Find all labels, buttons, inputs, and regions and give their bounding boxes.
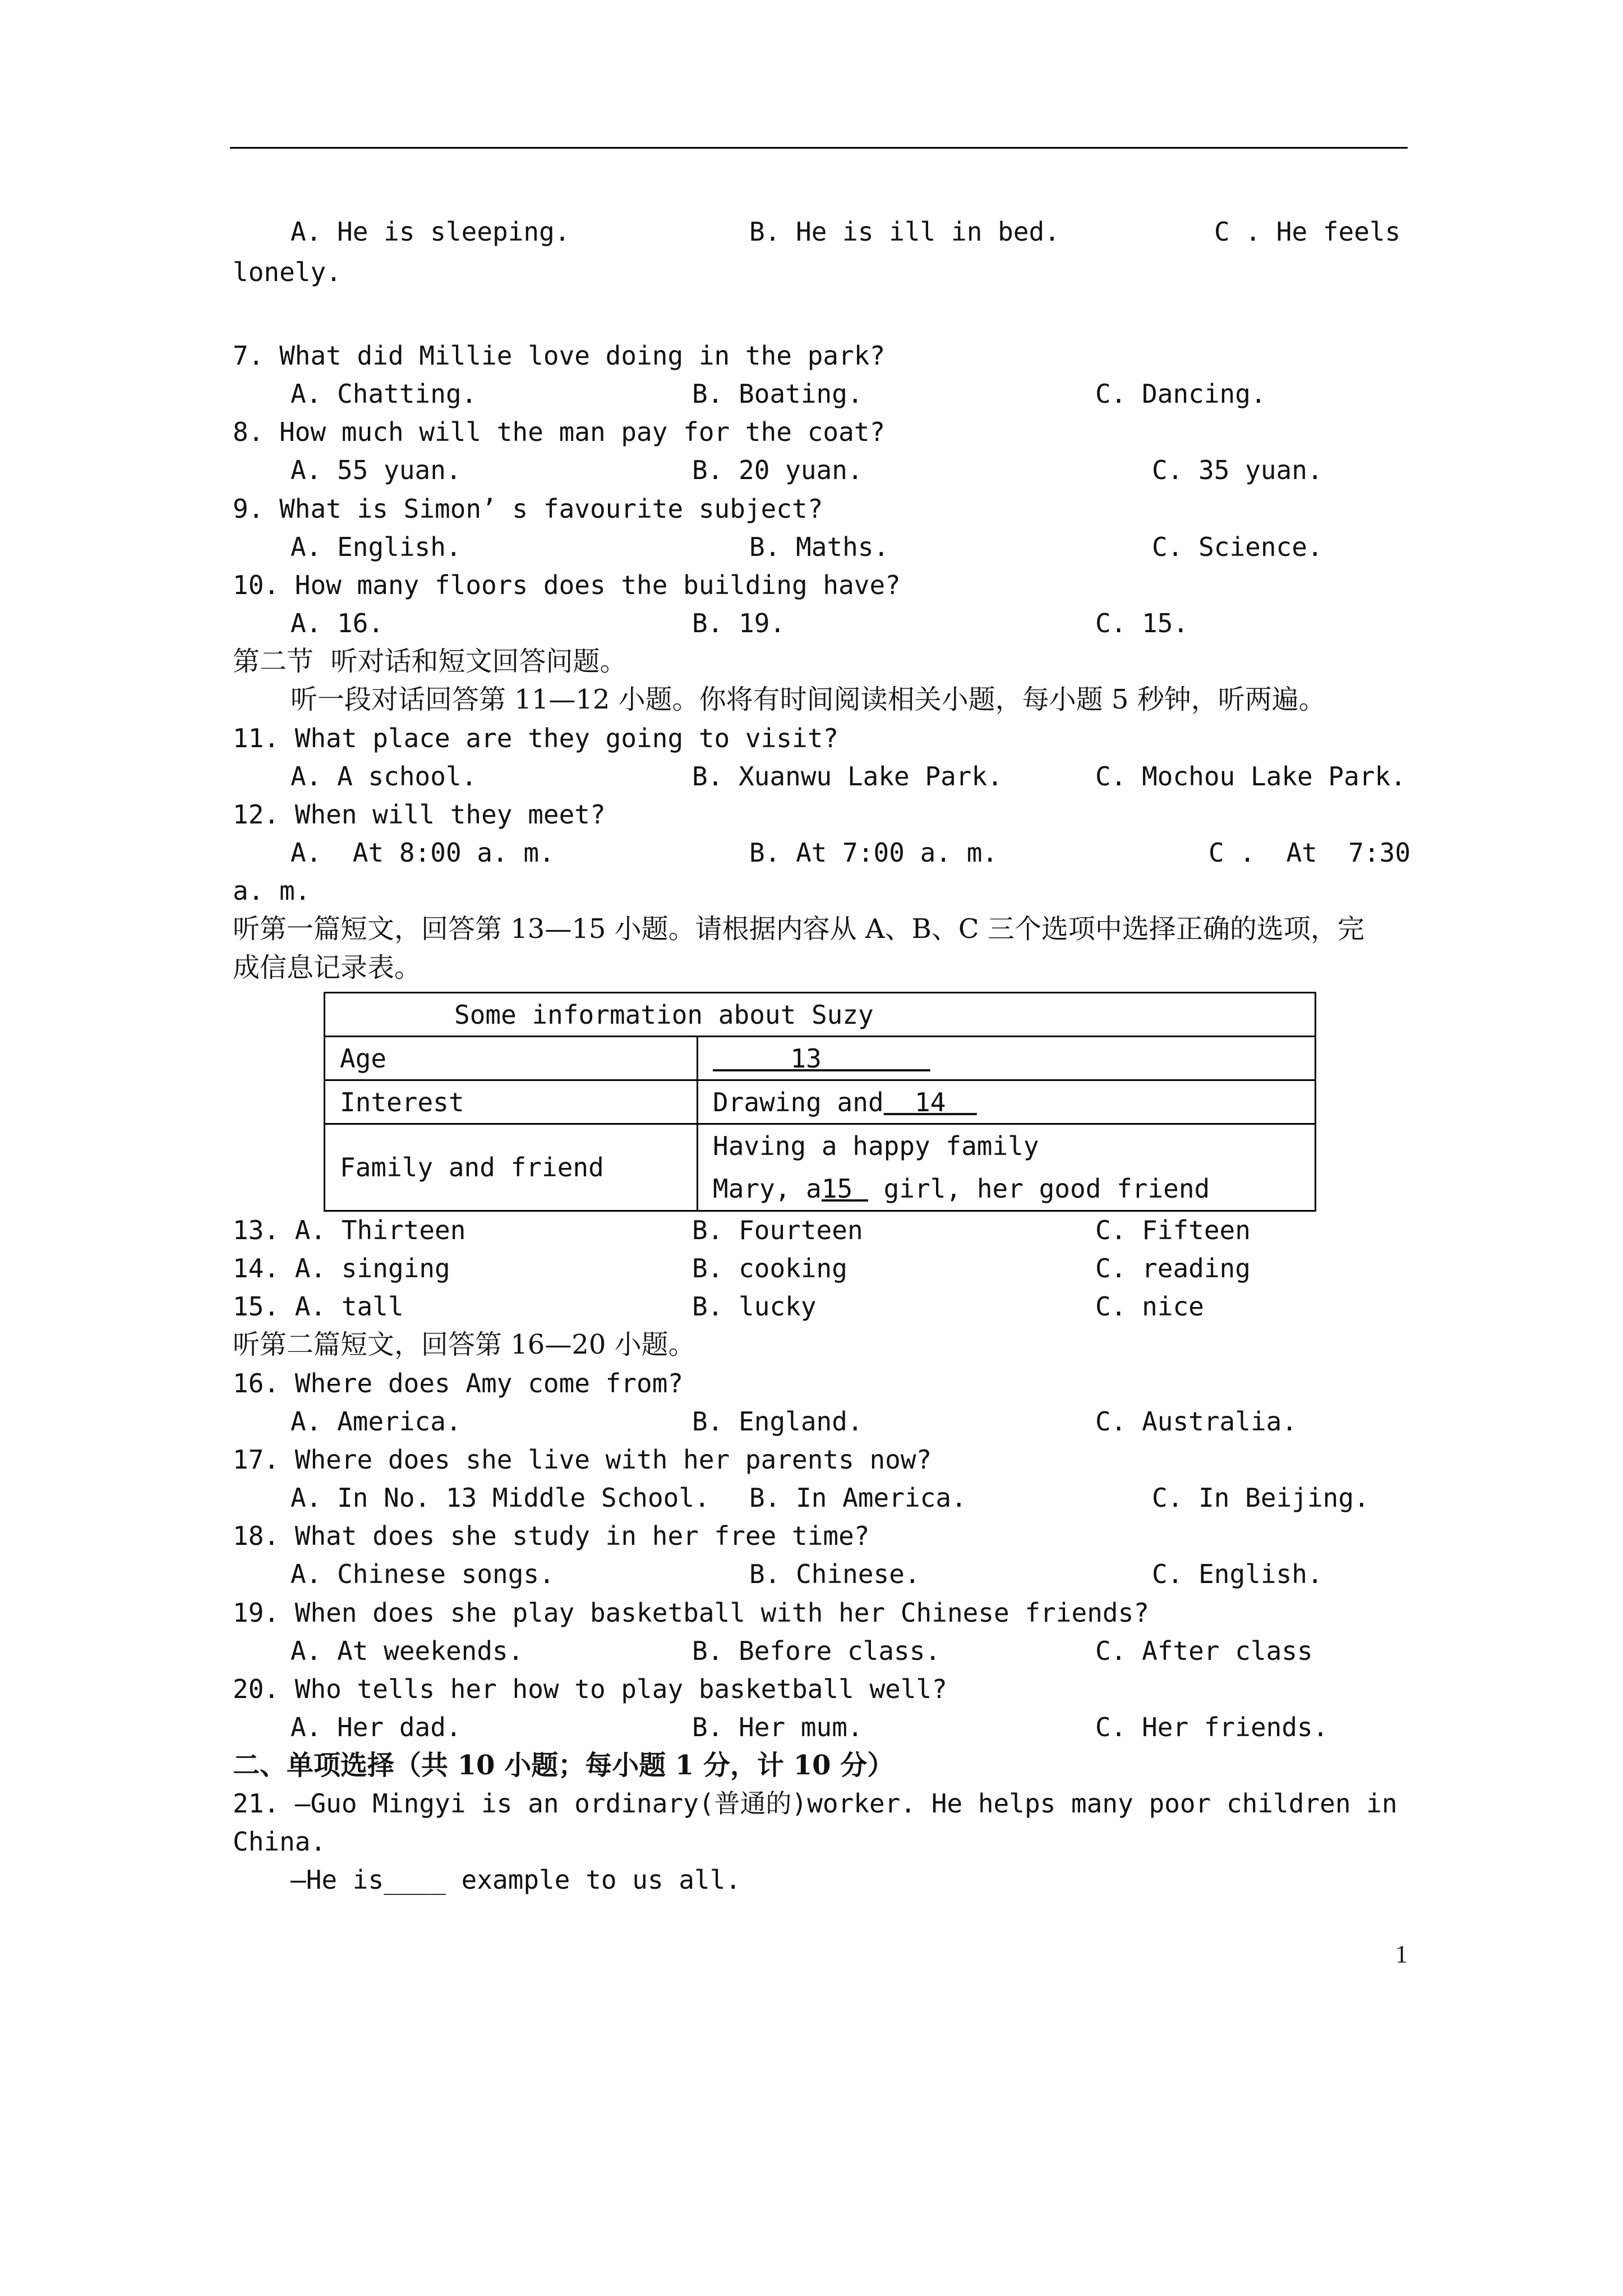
q6-option-c-cont: lonely. [233, 257, 342, 287]
interest-blank: 14 [915, 1087, 946, 1117]
q17-question: 17. Where does she live with her parents now? [233, 1444, 932, 1475]
suzy-info-table [324, 992, 1316, 1212]
age-blank: 13 [790, 1043, 822, 1074]
q12-option-a: A. At 8:00 a. m. [291, 838, 555, 868]
q13-option-c: C. Fifteen [1095, 1215, 1251, 1245]
q8-question: 8. How much will the man pay for the coat? [233, 417, 886, 447]
q16-question: 16. Where does Amy come from? [233, 1368, 684, 1398]
q10-option-c: C. 15. [1095, 608, 1189, 638]
q8-option-c: C. 35 yuan. [1152, 455, 1323, 485]
q19-question: 19. When does she play basketball with her Chinese friends? [233, 1598, 1149, 1628]
q20-option-b: B. Her mum. [692, 1712, 863, 1742]
q9-option-a: A. English. [291, 532, 462, 562]
q17-option-b: B. In America. [749, 1483, 967, 1513]
q6-option-a: A. He is sleeping. [291, 217, 570, 247]
part2-title: 二、单项选择（共 10 小题；每小题 1 分，计 10 分） [233, 1750, 895, 1781]
q15-option-a: 15. A. tall [233, 1291, 404, 1322]
passage1-intro-line2: 成信息记录表。 [233, 952, 422, 983]
q20-option-c: C. Her friends. [1095, 1712, 1329, 1742]
q14-option-a: 14. A. singing [233, 1253, 450, 1283]
q19-option-b: B. Before class. [692, 1636, 941, 1666]
q18-question: 18. What does she study in her free time? [233, 1521, 870, 1551]
q13-option-a: 13. A. Thirteen [233, 1215, 466, 1245]
table-header: Some information about Suzy [325, 993, 1316, 1037]
q10-option-b: B. 19. [692, 608, 786, 638]
q9-option-b: B. Maths. [749, 532, 889, 562]
q16-option-b: B. England. [692, 1406, 863, 1437]
q16-option-c: C. Australia. [1095, 1406, 1298, 1437]
q21-line1: 21. —Guo Mingyi is an ordinary(普通的)worker. He helps many poor children in [233, 1788, 1398, 1819]
family-line1: Having a happy family [713, 1131, 1039, 1161]
q11-question: 11. What place are they going to visit? [233, 723, 839, 753]
q17-option-a: A. In No. 13 Middle School. [291, 1483, 710, 1513]
q7-option-b: B. Boating. [692, 379, 863, 409]
q20-question: 20. Who tells her how to play basketball well? [233, 1674, 947, 1704]
passage1-intro-line1: 听第一篇短文，回答第 13—15 小题。请根据内容从 A、B、C 三个选项中选择正确的选项，完 [233, 913, 1364, 945]
family-line2: Mary, a15 girl, her good friend [713, 1174, 1210, 1204]
q12-option-b: B. At 7:00 a. m. [749, 838, 998, 868]
q17-option-c: C. In Beijing. [1152, 1483, 1370, 1513]
q12-option-c-cont: a. m. [233, 876, 311, 906]
q7-option-c: C. Dancing. [1095, 379, 1266, 409]
interest-cell: Drawing and 14 [698, 1080, 1316, 1124]
q19-option-c: C. After class [1095, 1636, 1313, 1666]
age-cell [698, 1037, 1316, 1080]
q16-option-a: A. America. [291, 1406, 462, 1437]
q15-option-c: C. nice [1095, 1291, 1204, 1322]
age-label: Age [325, 1037, 698, 1080]
q10-question: 10. How many floors does the building have? [233, 570, 901, 600]
q21-line3: —He is____ example to us all. [291, 1865, 741, 1895]
q6-option-c: C . He feels [1214, 217, 1401, 247]
passage2-intro: 听第二篇短文，回答第 16—20 小题。 [233, 1329, 695, 1360]
section2-intro: 听一段对话回答第 11—12 小题。你将有时间阅读相关小题，每小题 5 秒钟，听两遍。 [291, 684, 1326, 715]
q21-line2: China. [233, 1826, 326, 1857]
header-rule [230, 147, 1408, 149]
family-label: Family and friend [325, 1124, 698, 1211]
section2-title: 第二节 听对话和短文回答问题。 [233, 646, 627, 677]
q12-question: 12. When will they meet? [233, 799, 606, 830]
q8-option-b: B. 20 yuan. [692, 455, 863, 485]
q7-question: 7. What did Millie love doing in the park? [233, 341, 886, 371]
q11-option-c: C. Mochou Lake Park. [1095, 761, 1406, 792]
q9-question: 9. What is Simon’ s favourite subject? [233, 494, 823, 524]
q14-option-b: B. cooking [692, 1253, 847, 1283]
q6-option-b: B. He is ill in bed. [749, 217, 1060, 247]
q20-option-a: A. Her dad. [291, 1712, 462, 1742]
q9-option-c: C. Science. [1152, 532, 1323, 562]
q11-option-b: B. Xuanwu Lake Park. [692, 761, 1003, 792]
family-cell [698, 1124, 1316, 1211]
q10-option-a: A. 16. [291, 608, 384, 638]
q19-option-a: A. At weekends. [291, 1636, 524, 1666]
q13-option-b: B. Fourteen [692, 1215, 863, 1245]
q8-option-a: A. 55 yuan. [291, 455, 462, 485]
interest-label: Interest [325, 1080, 698, 1124]
family-blank: 15 [821, 1174, 853, 1204]
q18-option-a: A. Chinese songs. [291, 1559, 555, 1589]
q11-option-a: A. A school. [291, 761, 477, 792]
q14-option-c: C. reading [1095, 1253, 1251, 1283]
q12-option-c: C . At 7:30 [1209, 838, 1411, 868]
q7-option-a: A. Chatting. [291, 379, 477, 409]
q18-option-b: B. Chinese. [749, 1559, 920, 1589]
q18-option-c: C. English. [1152, 1559, 1323, 1589]
q15-option-b: B. lucky [692, 1291, 817, 1322]
page-number: 1 [1395, 1940, 1408, 1968]
